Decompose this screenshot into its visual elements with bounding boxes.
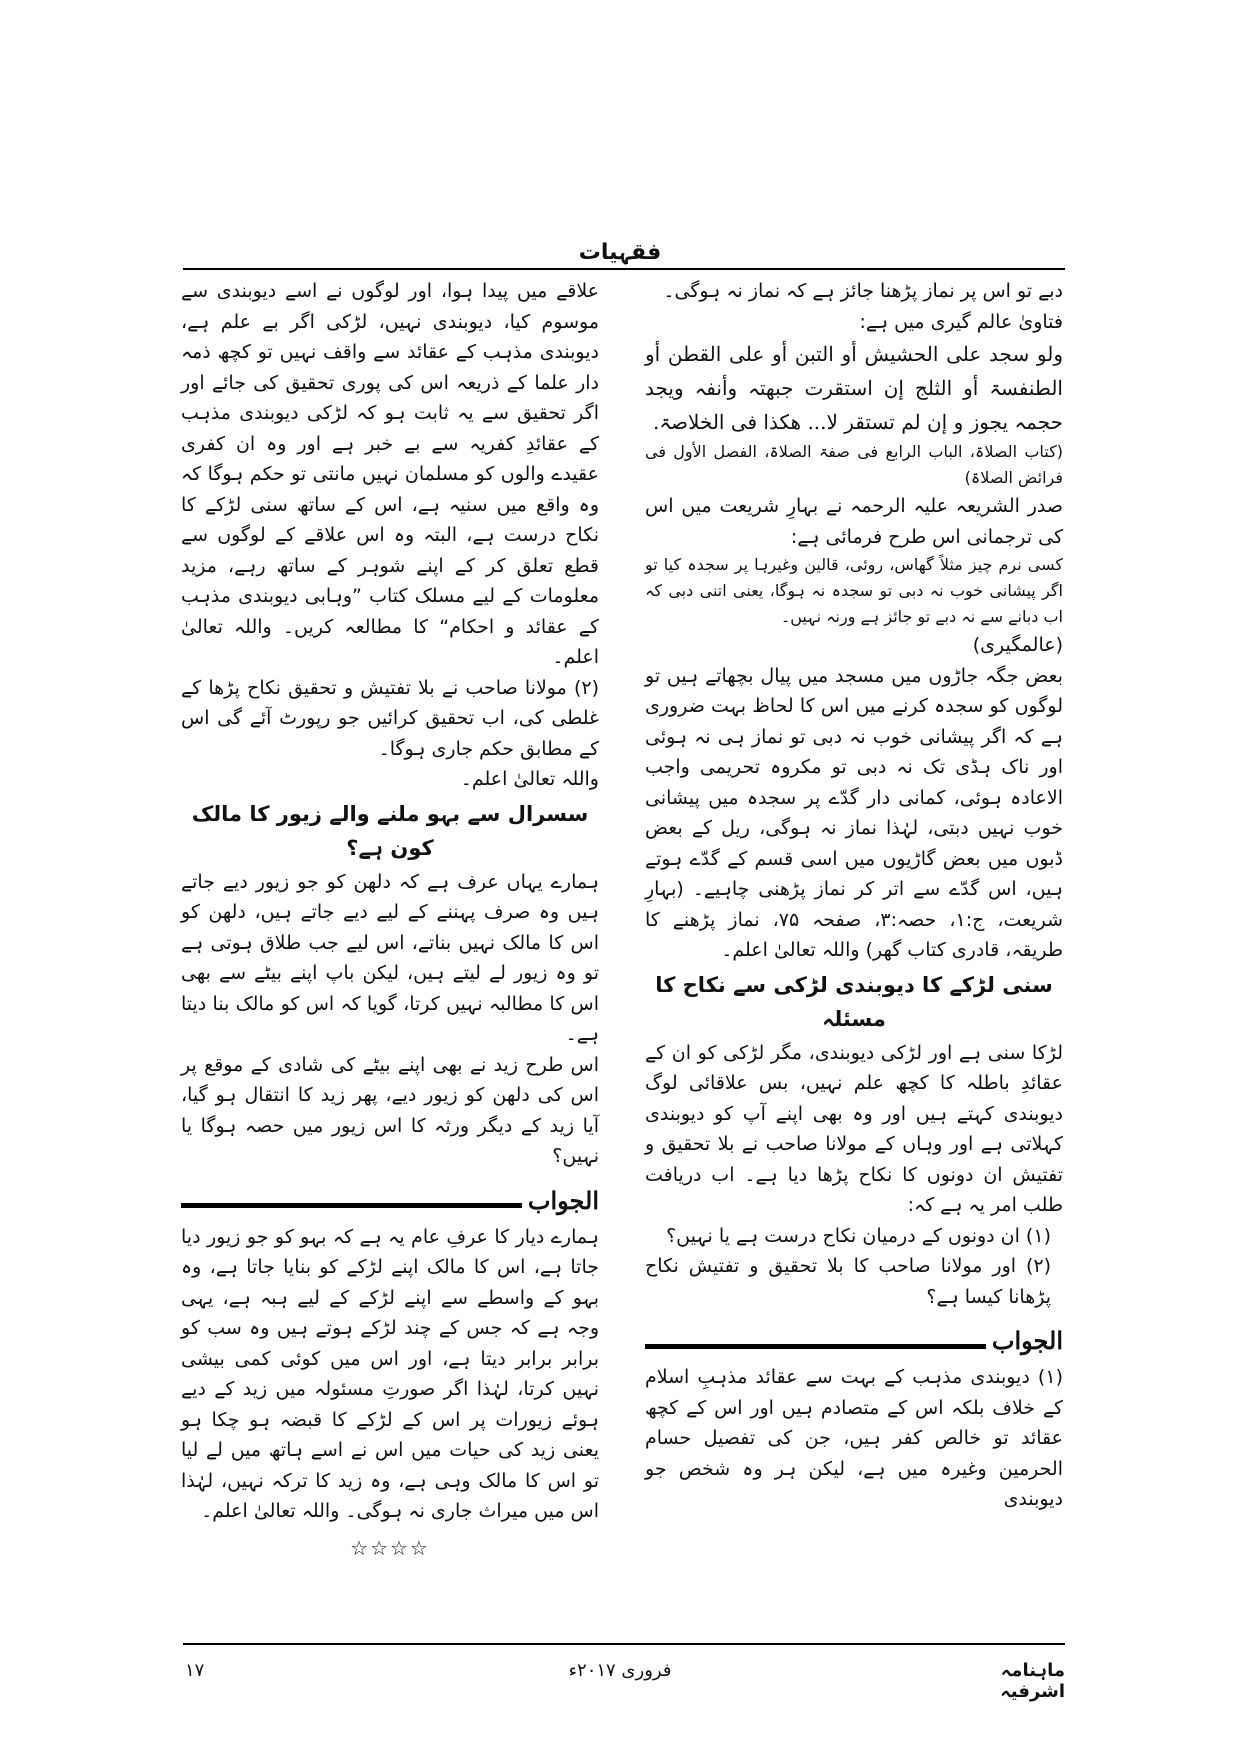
answer-label: الجواب	[527, 1185, 599, 1215]
section-heading: سسرال سے بہو ملنے والے زیور کا مالک کون ہے؟	[191, 801, 589, 860]
section-heading: سنی لڑکے کا دیوبندی لڑکی سے نکاح کا مسئلہ	[655, 972, 1053, 1031]
answer-underline	[645, 1344, 986, 1349]
paragraph: صدر الشریعہ علیہ الرحمہ نے بہارِ شریعت میں اس کی ترجمانی اس طرح فرمائی ہے:	[645, 495, 1063, 548]
arabic-quotation: ولو سجد علی الحشیش أو التبن أو علی القطن أو الطنفسۃ أو الثلج إن استقرت جبھتہ وأنفہ ویجد حجمہ یجوز و إن لم تستقر لا... ھکذا فی الخلاصۃ.	[645, 342, 1063, 434]
paragraph: بعض جگہ جاڑوں میں مسجد میں پیال بچھاتے ہیں تو لوگوں کو سجدہ کرنے میں اس کا لحاظ بہت ضروری ہے کہ اگر پیشانی خوب نہ دبی تو نماز ہی نہ ہوئی اور ناک ہڈی تک نہ دبی تو مکروہ تحریمی واجب الاعادہ ہوئی، کمانی دار گدّے پر سجدہ میں پیشانی خوب نہیں دبتی، لہٰذا نماز نہ ہوگی، ریل کے بعض ڈبوں میں بعض گاڑیوں میں اسی قسم کے گدّے ہوتے ہیں، اس گدّے سے اتر کر نماز پڑھنی چاہیے۔ (بہارِ شریعت، ج:۱، حصہ:۳، صفحہ ۷۵، نماز پڑھنے کا طریقہ، قادری کتاب گھر) واللہ تعالیٰ اعلم۔	[645, 664, 1063, 961]
stars-ornament: ☆☆☆☆	[350, 1535, 430, 1560]
footer-page-number: ۱۷	[185, 1660, 205, 1681]
paragraph: لڑکا سنی ہے اور لڑکی دیوبندی، مگر لڑکی کو ان کے عقائدِ باطلہ کا کچھ علم نہیں، بس علاقائی لوگ دیوبندی کہتے ہیں اور وہ بھی اپنے آپ کو دیوبندی کہلاتی ہے اور وہاں کے مولانا صاحب نے بلا تحقیق و تفتیش ان دونوں کا نکاح پڑھا دیا ہے۔ اب دریافت طلب امر یہ ہے کہ:	[645, 1041, 1063, 1216]
paragraph: ہمارے دیار کا عرفِ عام یہ ہے کہ بہو کو جو زیور دیا جاتا ہے، اس کا مالک اپنے لڑکے کو بنایا جاتا ہے، وہ بہو کے واسطے سے اپنے لڑکے کے لیے ہبہ ہے، یہی وجہ ہے کہ جس کے چند لڑکے ہوتے ہیں وہ سب کو برابر برابر دیتا ہے، اور اس میں کوئی کمی بیشی نہیں کرتا، لہٰذا اگر صورتِ مسئولہ میں زید کے دیے ہوئے زیورات پر اس کے لڑکے کا قبضہ ہو چکا ہو یعنی زید کی حیات میں اس نے اسے ہاتھ میں لے لیا تو اس کا مالک وہی ہے، وہ زید کا ترکہ نہیں، لہٰذا اس میں میراث جاری نہ ہوگی۔ واللہ تعالیٰ اعلم۔	[181, 1225, 599, 1522]
answer-label: الجواب	[991, 1326, 1063, 1355]
footer-magazine-name: ماہنامہ اشرفیہ	[1000, 1660, 1065, 1702]
footer-divider	[183, 1643, 1065, 1645]
footer-date: فروری ۲۰۱۷ء	[568, 1660, 672, 1681]
page-header-title: فقہیات	[578, 240, 662, 265]
header-divider	[183, 268, 1065, 270]
paragraph: فتاویٰ عالم گیری میں ہے:	[859, 310, 1063, 333]
paragraph: واللہ تعالیٰ اعلم۔	[460, 768, 599, 790]
quoted-passage: کسی نرم چیز مثلاً گھاس، روئی، قالین وغیرہا پر سجدہ کیا تو اگر پیشانی خوب نہ دبی تو سجدہ نہ ہوگا، یعنی اتنی دبی کہ اب دبانے سے نہ دبے تو جائز ہے ورنہ نہیں۔	[645, 555, 1063, 626]
quote-reference: (عالمگیری)	[972, 634, 1063, 656]
left-column	[181, 276, 599, 1563]
paragraph: ہمارے یہاں عرف ہے کہ دلھن کو جو زیور دیے جاتے ہیں وہ صرف پہننے کے لیے دیے جاتے ہیں، دلھن کو اس کا مالک نہیں بناتے، اس لیے جب طلاق ہوتی ہے تو وہ زیور لے لیتے ہیں، لیکن باپ اپنے بیٹے سے بھی اس کا مطالبہ نہیں کرتا، گویا کہ اس کو مالک بنا دیتا ہے۔	[181, 870, 599, 1045]
answer-heading	[645, 1326, 1063, 1356]
right-column	[645, 276, 1063, 1515]
paragraph: اس طرح زید نے بھی اپنے بیٹے کی شادی کے موقع پر اس کی دلھن کو زیور دیے، پھر زید کا انتقال ہو گیا، آیا زید کے دیگر ورثہ کا اس زیور میں حصہ ہوگا یا نہیں؟	[181, 1053, 599, 1167]
question-item: (۱) ان دونوں کے درمیان نکاح درست ہے یا نہیں؟	[666, 1224, 1051, 1247]
arabic-reference: (کتاب الصلاۃ، الباب الرابع فی صفۃ الصلاۃ، الفصل الأول فی فرائض الصلاۃ)	[645, 442, 1063, 487]
paragraph: (۱) دیوبندی مذہب کے بہت سے عقائد مذہبِ اسلام کے خلاف بلکہ اس کے متصادم ہیں اور اس کے کچھ عقائد تو خالص کفر ہیں، جن کی تفصیل حسام الحرمین وغیرہ میں ہے، لیکن ہر وہ شخص جو دیوبندی	[645, 1366, 1063, 1510]
question-item: (۲) اور مولانا صاحب کا بلا تحقیق و تفتیش نکاح پڑھانا کیسا ہے؟	[645, 1255, 1051, 1308]
paragraph: دبے تو اس پر نماز پڑھنا جائز ہے کہ نماز نہ ہوگی۔	[663, 280, 1063, 302]
paragraph: (۲) مولانا صاحب نے بلا تفتیش و تحقیق نکاح پڑھا کے غلطی کی، اب تحقیق کرائیں جو رپورٹ آئے گی اس کے مطابق حکم جاری ہوگا۔	[181, 676, 599, 760]
paragraph: علاقے میں پیدا ہوا، اور لوگوں نے اسے دیوبندی سے موسوم کیا، دیوبندی نہیں، لڑکی اگر بے علم ہے، دیوبندی مذہب کے عقائد سے واقف نہیں تو کچھ ذمہ دار علما کے ذریعہ اس کی پوری تحقیق کی جائے اور اگر تحقیق سے یہ ثابت ہو کہ لڑکی دیوبندی مذہب کے عقائدِ کفریہ سے بے خبر ہے اور وہ ان کفری عقیدے والوں کو مسلمان نہیں مانتی تو حکم ہوگا کہ وہ واقع میں سنیہ ہے، اس کے ساتھ سنی لڑکے کا نکاح درست ہے، البتہ وہ اس علاقے کے لوگوں سے قطع تعلق کر کے اپنے شوہر کے ساتھ رہے، مزید معلومات کے لیے مسلک کتاب ”وہابی دیوبندی مذہب کے عقائد و احکام“ کا مطالعہ کریں۔ واللہ تعالیٰ اعلم۔	[181, 280, 599, 668]
answer-heading	[181, 1186, 599, 1216]
answer-underline	[181, 1203, 522, 1208]
